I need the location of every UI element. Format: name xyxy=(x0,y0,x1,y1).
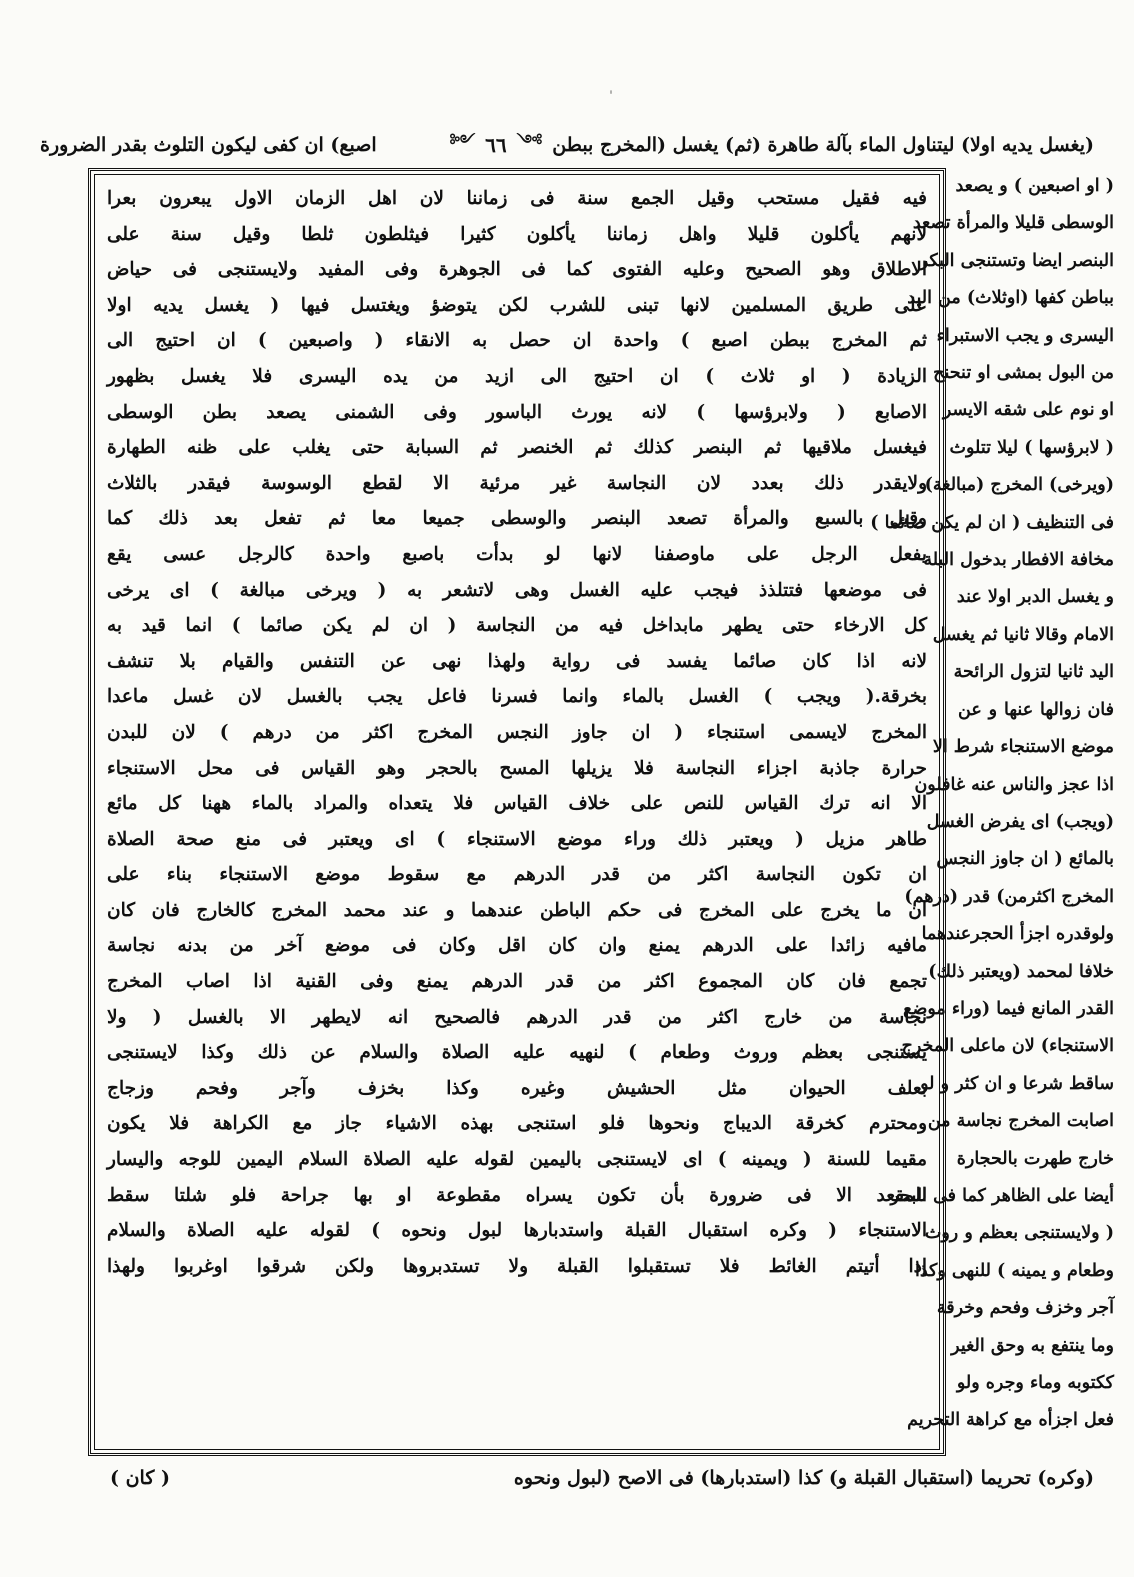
main-text-line: الزيادة ( او ثلاث ) ان احتيج الى ازيد من يده اليسرى فلا يغسل بظهور xyxy=(107,365,927,387)
main-text-line: بخرقة.( ويجب ) الغسل بالماء وانما فسرنا فاعل يجب بالغسل لان غسل ماعدا xyxy=(107,686,927,708)
main-text-line: لانهم يأكلون قليلا واهل زماننا يأكلون كثيرا فيثلطون ثلطا وقيل سنة على xyxy=(107,223,927,245)
main-text-line: الا انه ترك القياس للنص على خلاف القياس فلا يتعداه والمراد بالماء ههنا كل مائع xyxy=(107,793,927,815)
main-text-line: المخرج لايسمى استنجاء ( ان جاوز النجس المخرج اكثر من درهم ) لان للبدن xyxy=(107,721,927,743)
sidebar-line: و يغسل الدبر اولا عند xyxy=(956,587,1114,608)
main-text-line: تجمع فان كان المجموع اكثر من قدر الدرهم يمنع وفى القنية اذا اصاب المخرج xyxy=(107,971,927,993)
sidebar-line: ( لابرؤسها ) ليلا تتلوث xyxy=(949,437,1114,458)
main-text-line: وقيل بالسبع والمرأة تصعد البنصر والوسطى جميعا معا ثم تفعل بعد ذلك كما xyxy=(107,508,927,530)
sidebar-line: خلافا لمحمد (ويعتبر ذلك) xyxy=(928,961,1114,982)
sidebar-line: وطعام و يمينه ) للنهى وكذا xyxy=(914,1260,1114,1281)
sidebar-line: القدر المانع فيما (وراء موضع xyxy=(903,998,1114,1019)
sidebar-line: وما ينتفع به وحق الغير xyxy=(951,1335,1114,1356)
main-text-line: مقيما للسنة ( ويمينه ) اى لايستنجى باليمين لقوله عليه الصلاة السلام اليمين للوجه واليسار xyxy=(107,1149,927,1171)
sidebar-line: آجر وخزف وفحم وخرقة xyxy=(936,1298,1114,1319)
ornament-left-icon: ༻ xyxy=(516,130,543,150)
main-text-line: فيغسل ملاقيها ثم البنصر كذلك ثم الخنصر ثم السبابة حتى يغلب على ظنه الطهارة xyxy=(107,437,927,459)
main-text-line: إذا أتيتم الغائط فلا تستقبلوا القبلة ولا تستدبروها ولكن شرقوا اوغربوا ولهذا xyxy=(107,1255,927,1277)
main-text-line: يفعل الرجل على ماوصفنا لانها لو بدأت باصبع واحدة كالرجل عسى يقع xyxy=(107,543,927,565)
main-text-line: الاطلاق وهو الصحيح وعليه الفتوى كما فى الجوهرة وفى المفيد ولايستنجى فى حياض xyxy=(107,259,927,281)
sidebar-line: الاستنجاء) لان ماعلى المخرج xyxy=(901,1036,1114,1057)
sidebar-line: ساقط شرعا و ان كثر و لو xyxy=(920,1073,1114,1094)
ornament-right-icon: ༺ xyxy=(449,130,476,150)
sidebar-line: خارج طهرت بالحجارة xyxy=(956,1148,1114,1169)
main-text-line: ان تكون النجاسة اكثر من قدر الدرهم مع سقوط موضع الاستنجاء بناء على xyxy=(107,864,927,886)
sidebar-line: ولوقدره اجزأ الحجرعندهما xyxy=(921,924,1114,945)
main-text-body xyxy=(94,174,940,1450)
sidebar-line: اليسرى و يجب الاستبراء xyxy=(936,325,1114,346)
sidebar-line: اليد ثانيا لتزول الرائحة xyxy=(953,662,1114,683)
main-text-frame xyxy=(88,168,946,1456)
main-text-line: ان ما يخرج على المخرج فى حكم الباطن عندهما و عند محمد المخرج كالخارج فان كان xyxy=(107,899,927,921)
sidebar-line: (ويرخى) المخرج (مبالغة) xyxy=(924,475,1114,496)
sidebar-line: الوسطى قليلا والمرأة تصعد xyxy=(912,213,1114,234)
sidebar-line: ( او اصبعين ) و يصعد xyxy=(955,176,1114,196)
sidebar-line: بالمائع ( ان جاوز النجس xyxy=(936,849,1114,870)
main-text-line: ثم المخرج ببطن اصبع ) واحدة ان حصل به الانقاء ( واصبعين ) ان احتيج الى xyxy=(107,330,927,352)
footer-text: (وكره) تحريما (استقبال القبلة و) كذا (استدبارها) فى الاصح (لبول ونحوه xyxy=(513,1467,1094,1489)
main-text-line: للمقعد الا فى ضرورة بأن تكون يسراه مقطوعة او بها جراحة فلو شلتا سقط xyxy=(107,1184,927,1206)
sidebar-line: ( ولايستنجى بعظم و روث xyxy=(924,1223,1114,1244)
main-text-line: كل الارخاء حتى يطهر مابداخل فيه من النجاسة ( ان لم يكن صائما ) انما قيد به xyxy=(107,615,927,637)
sidebar-line: بباطن كفها (اوثلاث) من اليد xyxy=(907,288,1114,309)
sidebar-line: أيضا على الظاهر كما فى البحر xyxy=(890,1185,1114,1206)
sidebar-line: فان زوالها عنها و عن xyxy=(958,699,1114,720)
main-text-line: بعلف الحيوان مثل الحشيش وغيره وكذا بخزف وآجر وفحم وزجاج xyxy=(107,1077,927,1099)
header-right-text: اصبع) ان كفى ليكون التلوث بقدر الضرورة xyxy=(40,134,377,156)
running-header xyxy=(40,128,1094,162)
sidebar-line: فى التنظيف ( ان لم يكن صائما ) xyxy=(870,512,1114,533)
sidebar-line: البنصر ايضا وتستنجى البكر xyxy=(919,250,1114,271)
main-text-line: الاصابع ( ولابرؤسها ) لانه يورث الباسور وفى الشمنى يصعد بطن الوسطى xyxy=(107,401,927,423)
main-text-line: لانه اذا كان صائما يفسد فى رواية ولهذا نهى عن التنفس والقيام بلا تنشف xyxy=(107,650,927,672)
page-number: ٦٦ xyxy=(485,133,507,157)
header-left-text: (يغسل يديه اولا) ليتناول الماء بآلة طاهرة (ثم) يغسل (المخرج ببطن xyxy=(552,134,1094,156)
sidebar-line: (ويجب) اى يفرض الغسل xyxy=(926,811,1114,832)
sidebar-line: اصابت المخرج نجاسة من xyxy=(927,1111,1114,1132)
main-text-line: مافيه زائدا على الدرهم يمنع وان كان اقل وكان فى موضع آخر من بدنه نجاسة xyxy=(107,935,927,957)
sidebar-line: ككتوبه وماء وجره ولو xyxy=(956,1373,1114,1393)
main-text-line: فى موضعها فتتلذذ فيجب عليه الغسل وهى لاتشعر به ( ويرخى مبالغة ) اى يرخى xyxy=(107,579,927,601)
sidebar-line: موضع الاستنجاء شرط الا xyxy=(932,737,1114,758)
sidebar-line: من البول بمشى او تنحنح xyxy=(933,363,1114,384)
sidebar-line: الامام وقالا ثانيا ثم يغسل xyxy=(932,624,1114,645)
main-text-line: نجاسة من خارج اكثر من قدر الدرهم فالصحيح انه لايطهر الا بالغسل ( ولا xyxy=(107,1006,927,1028)
main-text-line: فيه فقيل مستحب وقيل الجمع سنة فى زماننا لان اهل الزمان الاول يبعرون بعرا xyxy=(107,188,927,209)
catchword: ( كان ) xyxy=(110,1467,170,1489)
main-text-line: يستنجى بعظم وروث وطعام ) لنهيه عليه الصلاة والسلام عن ذلك وكذا لايستنجى xyxy=(107,1042,927,1064)
sidebar-line: المخرج اكثرمن) قدر (درهم) xyxy=(904,886,1114,907)
main-text-line: على طريق المسلمين لانها تبنى للشرب لكن يتوضؤ ويغتسل فيها ( يغسل يديه اولا xyxy=(107,294,927,316)
main-text-line: الاستنجاء ( وكره استقبال القبلة واستدبارها لبول ونحوه ) لقوله عليه الصلاة والسلام xyxy=(107,1220,927,1242)
main-text-line: ولايقدر ذلك بعدد لان النجاسة غير مرئية الا لقطع الوسوسة فيقدر بالثلاث xyxy=(107,472,927,494)
sidebar-line: فعل اجزأه مع كراهة التحريم xyxy=(907,1410,1114,1431)
footer-line xyxy=(110,1458,1094,1498)
main-text-line: ومحترم كخرقة الديباج ونحوها فلو استنجى بهذه الاشياء جاز مع الكراهة فلا يكون xyxy=(107,1113,927,1135)
margin-text-column xyxy=(870,168,1114,1496)
main-text-line: حرارة جاذبة اجزاء النجاسة فلا يزيلها المسح بالحجر وهو القياس فى محل الاستنجاء xyxy=(107,757,927,779)
main-text-line: طاهر مزيل ( ويعتبر ذلك وراء موضع الاستنجاء ) اى ويعتبر فى منع صحة الصلاة xyxy=(107,828,927,850)
sidebar-line: او نوم على شقه الايسر xyxy=(942,400,1114,421)
sidebar-line: مخافة الافطار بدخول البلة xyxy=(923,550,1114,571)
sidebar-line: اذا عجز والناس عنه غافلون xyxy=(914,774,1114,795)
